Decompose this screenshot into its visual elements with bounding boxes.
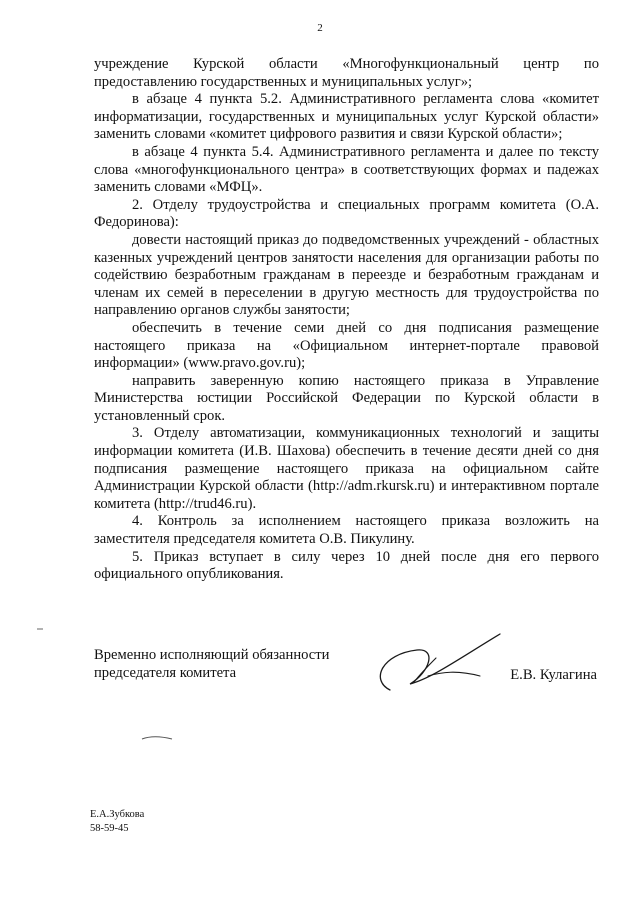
body-paragraph: 4. Контроль за исполнением настоящего приказа возложить на заместителя председателя комитета О.В. Пикулину. xyxy=(94,513,599,548)
body-paragraph: довести настоящий приказ до подведомственных учреждений - областных казенных учреждений центров занятости населения для организации работы по содействию безработным гражданам в переезде и безработным гражданам и членам их семей в переселении в другую местность для трудоустройства по направлению органов службы занятости; xyxy=(94,231,599,319)
executor-name: Е.А.Зубкова xyxy=(90,809,145,820)
executor-phone: 58-59-45 xyxy=(90,823,129,834)
signatory-title-line: председателя комитета xyxy=(94,665,237,681)
page-number: 2 xyxy=(317,22,323,34)
stray-pen-mark xyxy=(140,733,174,743)
body-paragraph: в абзаце 4 пункта 5.4. Административного регламента и далее по тексту слова «многофункционального центра» в соответствующих формах и падежах заменить словами «МФЦ». xyxy=(94,143,599,196)
body-paragraph: 2. Отделу трудоустройства и специальных программ комитета (О.А. Федоринова): xyxy=(94,196,599,231)
body-paragraph: учреждение Курской области «Многофункциональный центр по предоставлению государственных и муниципальных услуг»; xyxy=(94,56,599,90)
signatory-title-line: Временно исполняющий обязанности xyxy=(94,647,330,663)
body-paragraph: 3. Отделу автоматизации, коммуникационных технологий и защиты информации комитета (И.В. Шахова) обеспечить в течение десяти дней со дня подписания размещение настоящего приказа на официальном сайте Администрации Курской области (http://adm.rkursk.ru) и интерактивном портале комитета (http://trud46.ru). xyxy=(94,425,599,512)
executor-info xyxy=(90,808,144,836)
handwritten-signature xyxy=(362,632,512,702)
signature-block xyxy=(94,646,599,706)
signatory-title xyxy=(94,646,329,682)
body-paragraph: обеспечить в течение семи дней со дня подписания размещение настоящего приказа на «Официальном интернет-портале правовой информации» (www.pravo.gov.ru); xyxy=(94,319,599,372)
signatory-name: Е.В. Кулагина xyxy=(510,667,597,683)
body-paragraph: в абзаце 4 пункта 5.2. Административного регламента слова «комитет информатизации, государственных и муниципальных услуг Курской области» заменить словами «комитет цифрового развития и связи Курской области»; xyxy=(94,91,599,143)
body-paragraph: 5. Приказ вступает в силу через 10 дней после дня его первого официального опубликования. xyxy=(94,548,599,583)
document-body xyxy=(94,56,599,584)
stray-dot-mark xyxy=(36,627,44,631)
body-paragraph: направить заверенную копию настоящего приказа в Управление Министерства юстиции Российской Федерации по Курской области в установленный срок. xyxy=(94,372,599,424)
